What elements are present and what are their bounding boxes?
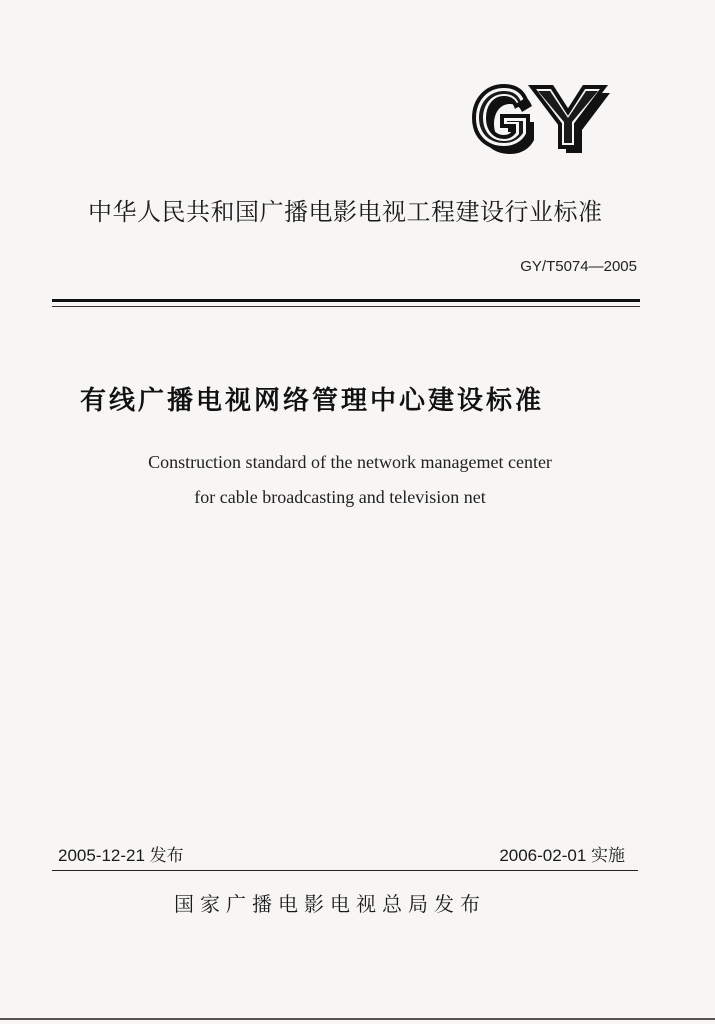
chinese-title: 有线广播电视网络管理中心建设标准 xyxy=(80,386,545,416)
issue-date: 2005-12-21 发布 xyxy=(58,846,184,865)
publisher: 国家广播电影电视总局发布 xyxy=(174,892,486,916)
gy-logo xyxy=(468,78,638,158)
standard-number: GY/T5074—2005 xyxy=(520,258,637,275)
page-edge xyxy=(0,1018,715,1020)
english-title-line-1: Construction standard of the network managemet center xyxy=(148,452,552,472)
header-rule-thin xyxy=(52,306,640,307)
implementation-date: 2006-02-01 实施 xyxy=(499,846,625,865)
english-title-line-2: for cable broadcasting and television net xyxy=(194,487,486,507)
header-rule-thick xyxy=(52,299,640,302)
footer-rule xyxy=(52,870,638,871)
industry-standard-title: 中华人民共和国广播电影电视工程建设行业标准 xyxy=(88,198,603,226)
